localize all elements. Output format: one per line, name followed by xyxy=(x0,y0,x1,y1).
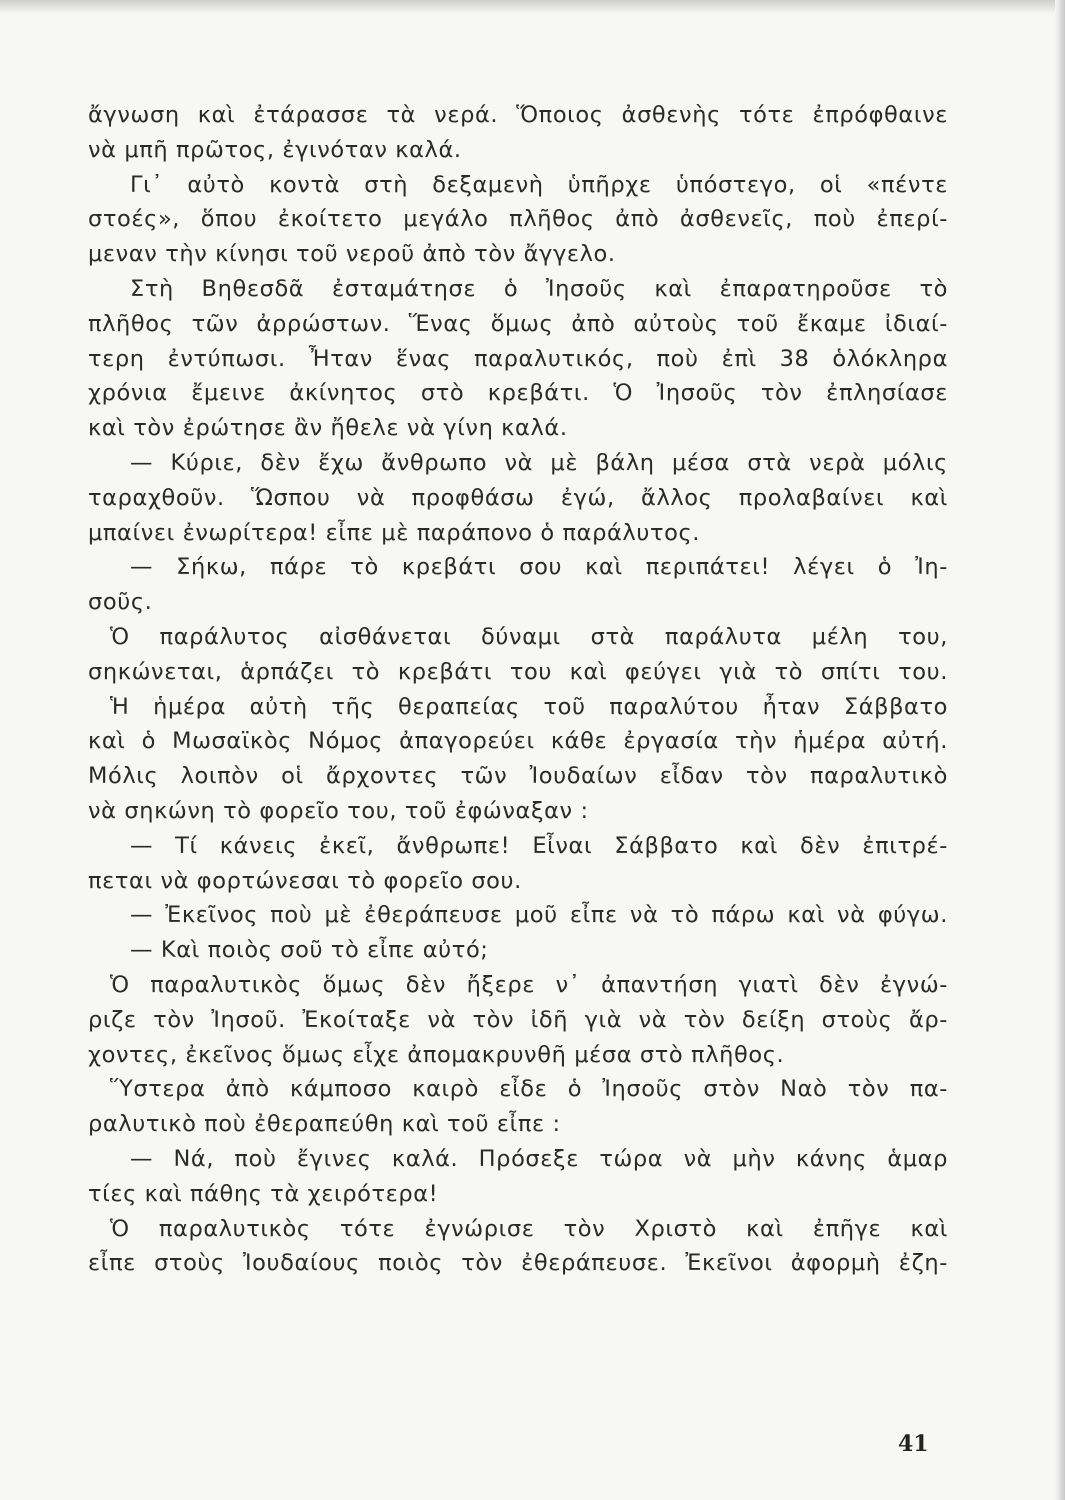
page-body xyxy=(88,98,948,1281)
text-line-29: Ὕστερα ἀπὸ κάμποσο καιρὸ εἶδε ὁ Ἰησοῦς στὸν Ναὸ τὸν πα- xyxy=(110,1076,948,1103)
text-line-10: καὶ τὸν ἐρώτησε ἂν ἤθελε νὰ γίνη καλά. xyxy=(88,415,568,442)
text-line-15: σοῦς. xyxy=(88,589,153,616)
text-line-6: Στὴ Βηθεσδᾶ ἐσταμάτησε ὁ Ἰησοῦς καὶ ἐπαρατηροῦσε τὸ xyxy=(130,275,948,302)
scan-top-edge xyxy=(0,0,1065,14)
text-line-22: — Τί κάνεις ἐκεῖ, ἄνθρωπε! Εἶναι Σάββατο καὶ δὲν ἐπιτρέ- xyxy=(130,832,948,859)
text-line-9: χρόνια ἔμεινε ἀκίνητος στὸ κρεβάτι. Ὁ Ἰησοῦς τὸν ἐπλησίασε xyxy=(88,380,948,407)
text-line-33: Ὁ παραλυτικὸς τότε ἐγνώρισε τὸν Χριστὸ καὶ ἐπῆγε καὶ xyxy=(110,1215,948,1242)
text-line-32: τίες καὶ πάθης τὰ χειρότερα! xyxy=(88,1180,439,1207)
text-line-26: Ὁ παραλυτικὸς ὅμως δὲν ἤξερε ν᾿ ἀπαντήση γιατὶ δὲν ἐγνώ- xyxy=(110,971,948,998)
text-line-13: μπαίνει ἐνωρίτερα! εἶπε μὲ παράπονο ὁ παράλυτος. xyxy=(88,519,701,546)
text-line-1: ἄγνωση καὶ ἐτάρασσε τὰ νερά. Ὅποιος ἀσθενὴς τότε ἐπρόφθαινε xyxy=(88,102,948,128)
text-line-2: νὰ μπῆ πρῶτος, ἐγινόταν καλά. xyxy=(88,136,462,163)
text-line-7: πλῆθος τῶν ἀρρώστων. Ἕνας ὅμως ἀπὸ αὐτοὺς τοῦ ἔκαμε ἰδιαί- xyxy=(88,310,948,337)
text-line-18: Ἡ ἡμέρα αὐτὴ τῆς θεραπείας τοῦ παραλύτου ἦταν Σάββατο xyxy=(110,693,948,720)
text-line-5: μεναν τὴν κίνησι τοῦ νεροῦ ἀπὸ τὸν ἄγγελο. xyxy=(88,241,616,268)
text-line-8: τερη ἐντύπωσι. Ἦταν ἕνας παραλυτικός, ποὺ ἐπὶ 38 ὁλόκληρα xyxy=(88,345,948,372)
text-line-16: Ὁ παράλυτος αἰσθάνεται δύναμι στὰ παράλυτα μέλη του, xyxy=(110,623,948,650)
text-line-4: στοές», ὅπου ἐκοίτετο μεγάλο πλῆθος ἀπὸ ἀσθενεῖς, ποὺ ἐπερί- xyxy=(88,206,948,233)
text-line-14: — Σήκω, πάρε τὸ κρεβάτι σου καὶ περιπάτει! λέγει ὁ Ἰη- xyxy=(130,554,948,581)
text-line-24: — Ἐκεῖνος ποὺ μὲ ἐθεράπευσε μοῦ εἶπε νὰ τὸ πάρω καὶ νὰ φύγω. xyxy=(130,902,948,929)
text-line-19: καὶ ὁ Μωσαϊκὸς Νόμος ἀπαγορεύει κάθε ἐργασία τὴν ἡμέρα αὐτή. xyxy=(88,728,948,755)
text-line-3: Γι᾿ αὐτὸ κοντὰ στὴ δεξαμενὴ ὑπῆρχε ὑπόστεγο, οἱ «πέντε xyxy=(130,171,948,198)
page-number: 41 xyxy=(898,1431,929,1457)
scan-right-edge xyxy=(1055,0,1065,1500)
text-line-12: ταραχθοῦν. Ὥσπου νὰ προφθάσω ἐγώ, ἄλλος προλαβαίνει καὶ xyxy=(88,484,948,511)
text-line-20: Μόλις λοιπὸν οἱ ἄρχοντες τῶν Ἰουδαίων εἶδαν τὸν παραλυτικὸ xyxy=(88,763,948,790)
text-line-21: νὰ σηκώνη τὸ φορεῖο του, τοῦ ἐφώναξαν : xyxy=(88,797,589,824)
text-line-11: — Κύριε, δὲν ἔχω ἄνθρωπο νὰ μὲ βάλη μέσα στὰ νερὰ μόλις xyxy=(130,449,948,476)
text-line-34: εἶπε στοὺς Ἰουδαίους ποιὸς τὸν ἐθεράπευσε. Ἐκεῖνοι ἀφορμὴ ἐζη- xyxy=(88,1250,948,1277)
text-line-23: πεται νὰ φορτώνεσαι τὸ φορεῖο σου. xyxy=(88,867,522,894)
text-line-27: ριζε τὸν Ἰησοῦ. Ἐκοίταξε νὰ τὸν ἰδῆ γιὰ νὰ τὸν δείξη στοὺς ἄρ- xyxy=(88,1006,948,1033)
text-line-25: — Καὶ ποιὸς σοῦ τὸ εἶπε αὐτό; xyxy=(130,937,489,964)
text-line-28: χοντες, ἐκεῖνος ὅμως εἶχε ἀπομακρυνθῆ μέσα στὸ πλῆθος. xyxy=(88,1041,785,1068)
text-line-30: ραλυτικὸ ποὺ ἐθεραπεύθη καὶ τοῦ εἶπε : xyxy=(88,1111,561,1138)
text-line-31: — Νά, ποὺ ἔγινες καλά. Πρόσεξε τώρα νὰ μὴν κάνης ἁμαρ xyxy=(130,1145,948,1172)
text-line-17: σηκώνεται, ἁρπάζει τὸ κρεβάτι του καὶ φεύγει γιὰ τὸ σπίτι του. xyxy=(88,658,948,685)
